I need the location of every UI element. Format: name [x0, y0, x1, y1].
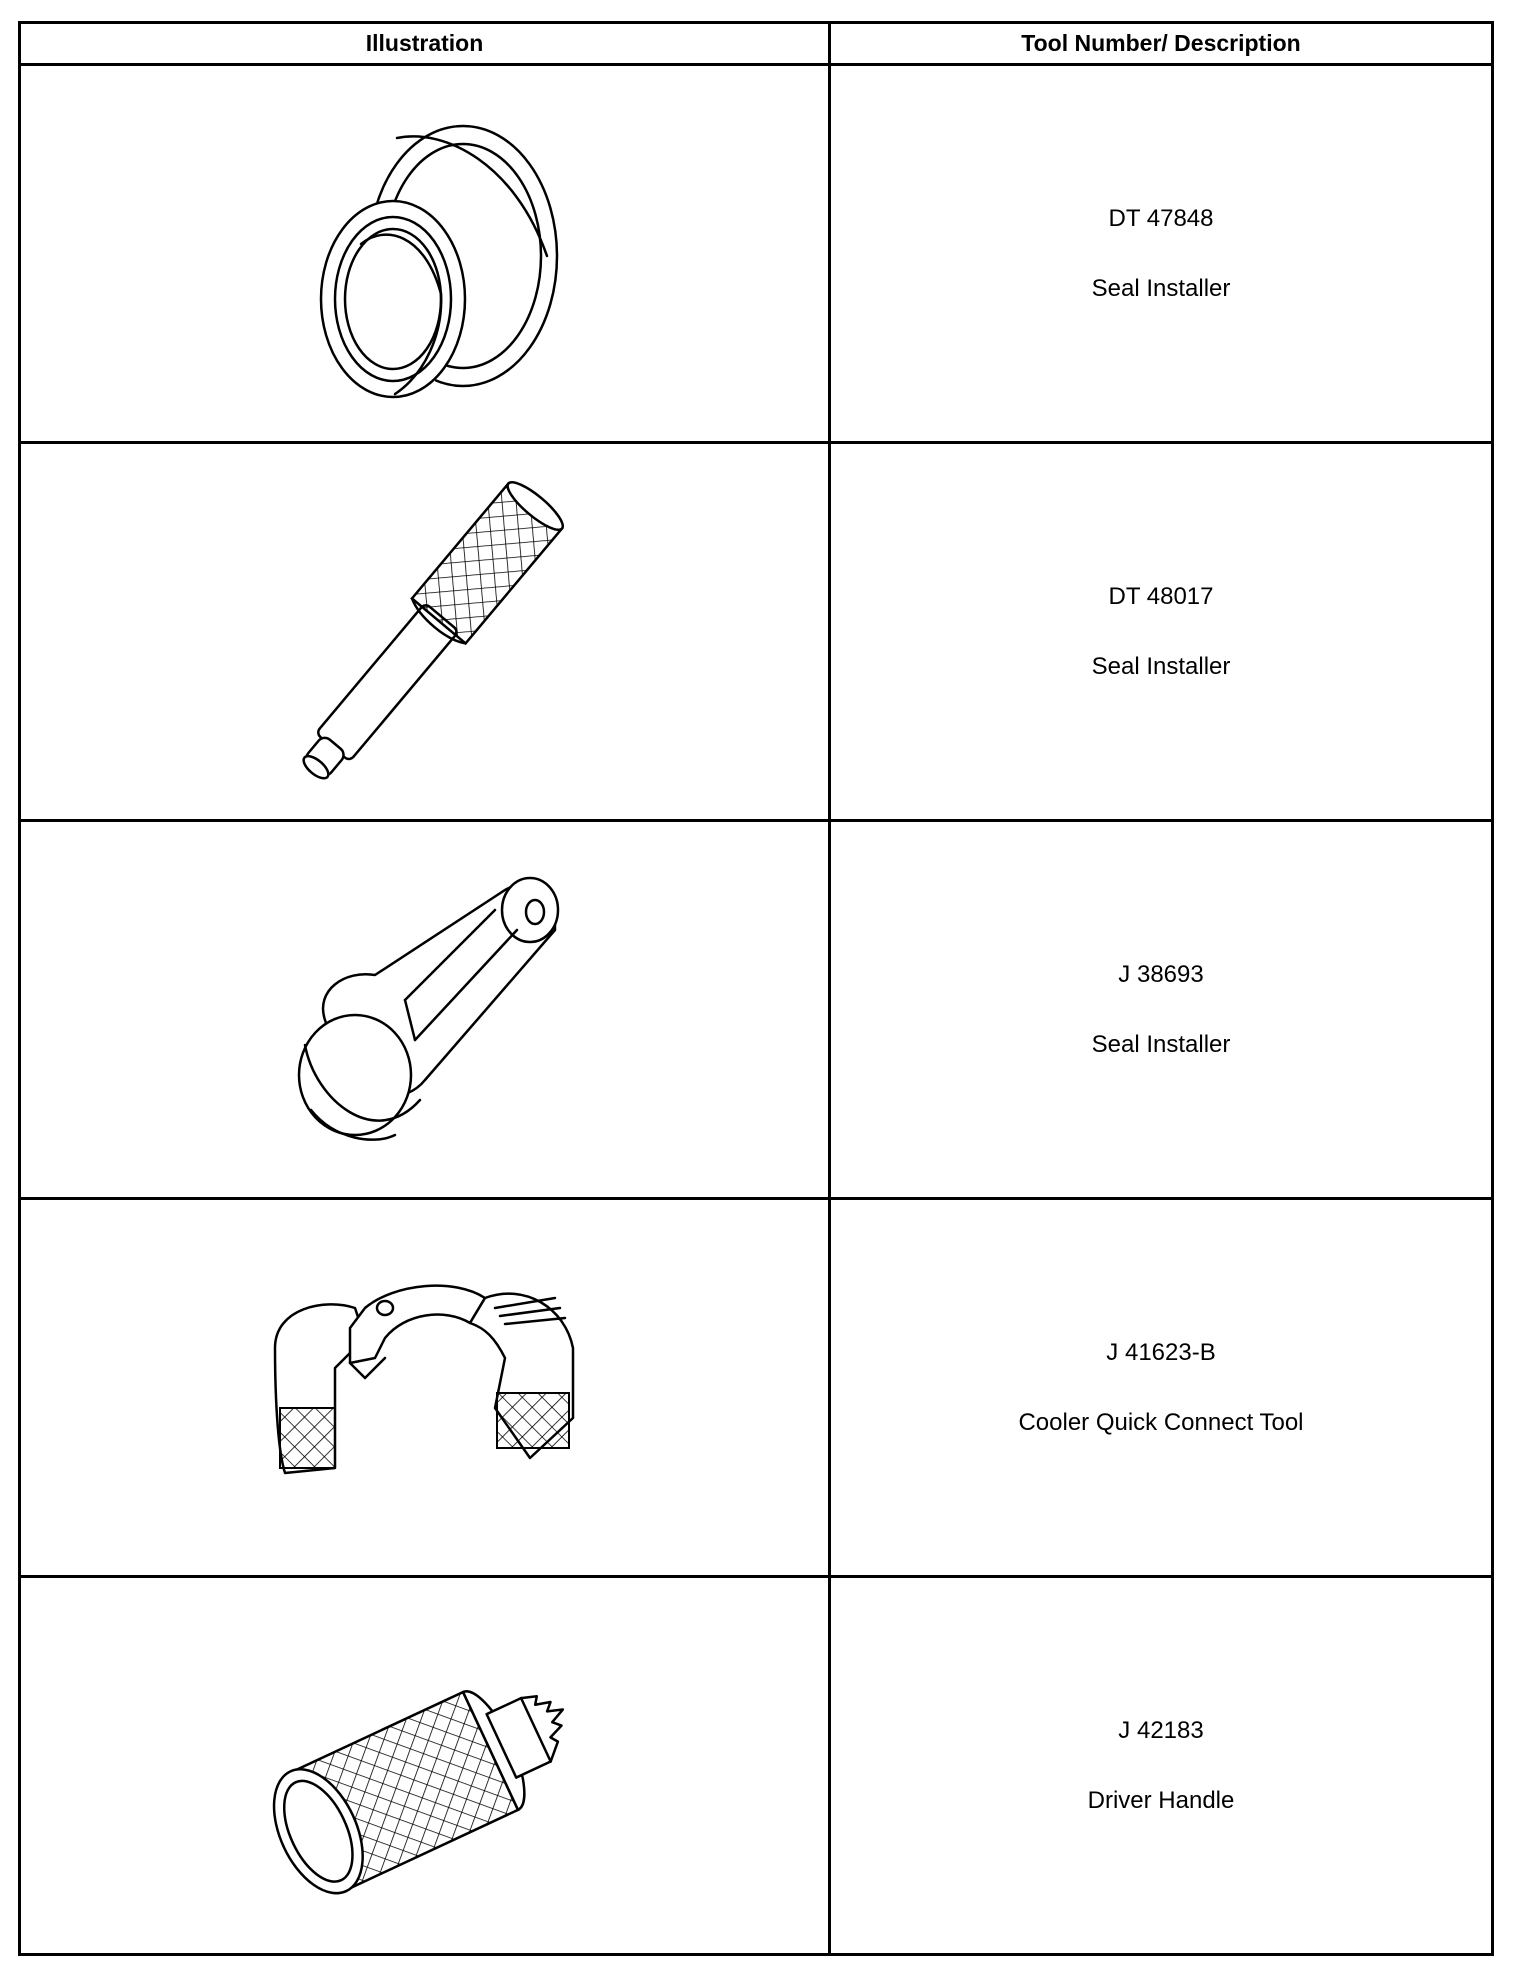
seal-installer-ring-icon [265, 94, 585, 414]
tool-description: Seal Installer [1091, 274, 1231, 302]
table-row [20, 1577, 1493, 1955]
table-row [20, 65, 1493, 443]
illustration-cell [20, 65, 830, 443]
table-row [20, 443, 1493, 821]
tool-description: Driver Handle [1087, 1786, 1235, 1814]
illustration-cell [20, 443, 830, 821]
tool-number: J 42183 [1118, 1716, 1204, 1744]
table-row [20, 821, 1493, 1199]
header-illustration: Illustration [20, 23, 830, 65]
illustration-cell [20, 1577, 830, 1955]
tool-info-cell [830, 65, 1493, 443]
tool-number: J 41623-B [1106, 1338, 1216, 1366]
tool-info-cell [830, 1577, 1493, 1955]
driver-handle-icon [245, 1606, 605, 1926]
illustration-cell [20, 821, 830, 1199]
tool-info-cell [830, 1199, 1493, 1577]
tool-number: DT 47848 [1108, 204, 1214, 232]
tool-info-cell [830, 443, 1493, 821]
table-row [20, 1199, 1493, 1577]
header-tool-number-description: Tool Number/ Description [830, 23, 1493, 65]
table-header-row [20, 23, 1493, 65]
seal-installer-slotted-icon [255, 850, 595, 1170]
seal-installer-knurled-rod-icon [245, 472, 605, 792]
special-tools-table [18, 21, 1494, 1956]
tool-description: Cooler Quick Connect Tool [1018, 1408, 1304, 1436]
tool-number: DT 48017 [1108, 582, 1214, 610]
tool-description: Seal Installer [1091, 652, 1231, 680]
tool-description: Seal Installer [1091, 1030, 1231, 1058]
cooler-quick-connect-tool-icon [255, 1268, 595, 1508]
illustration-cell [20, 1199, 830, 1577]
tool-info-cell [830, 821, 1493, 1199]
tool-number: J 38693 [1118, 960, 1204, 988]
